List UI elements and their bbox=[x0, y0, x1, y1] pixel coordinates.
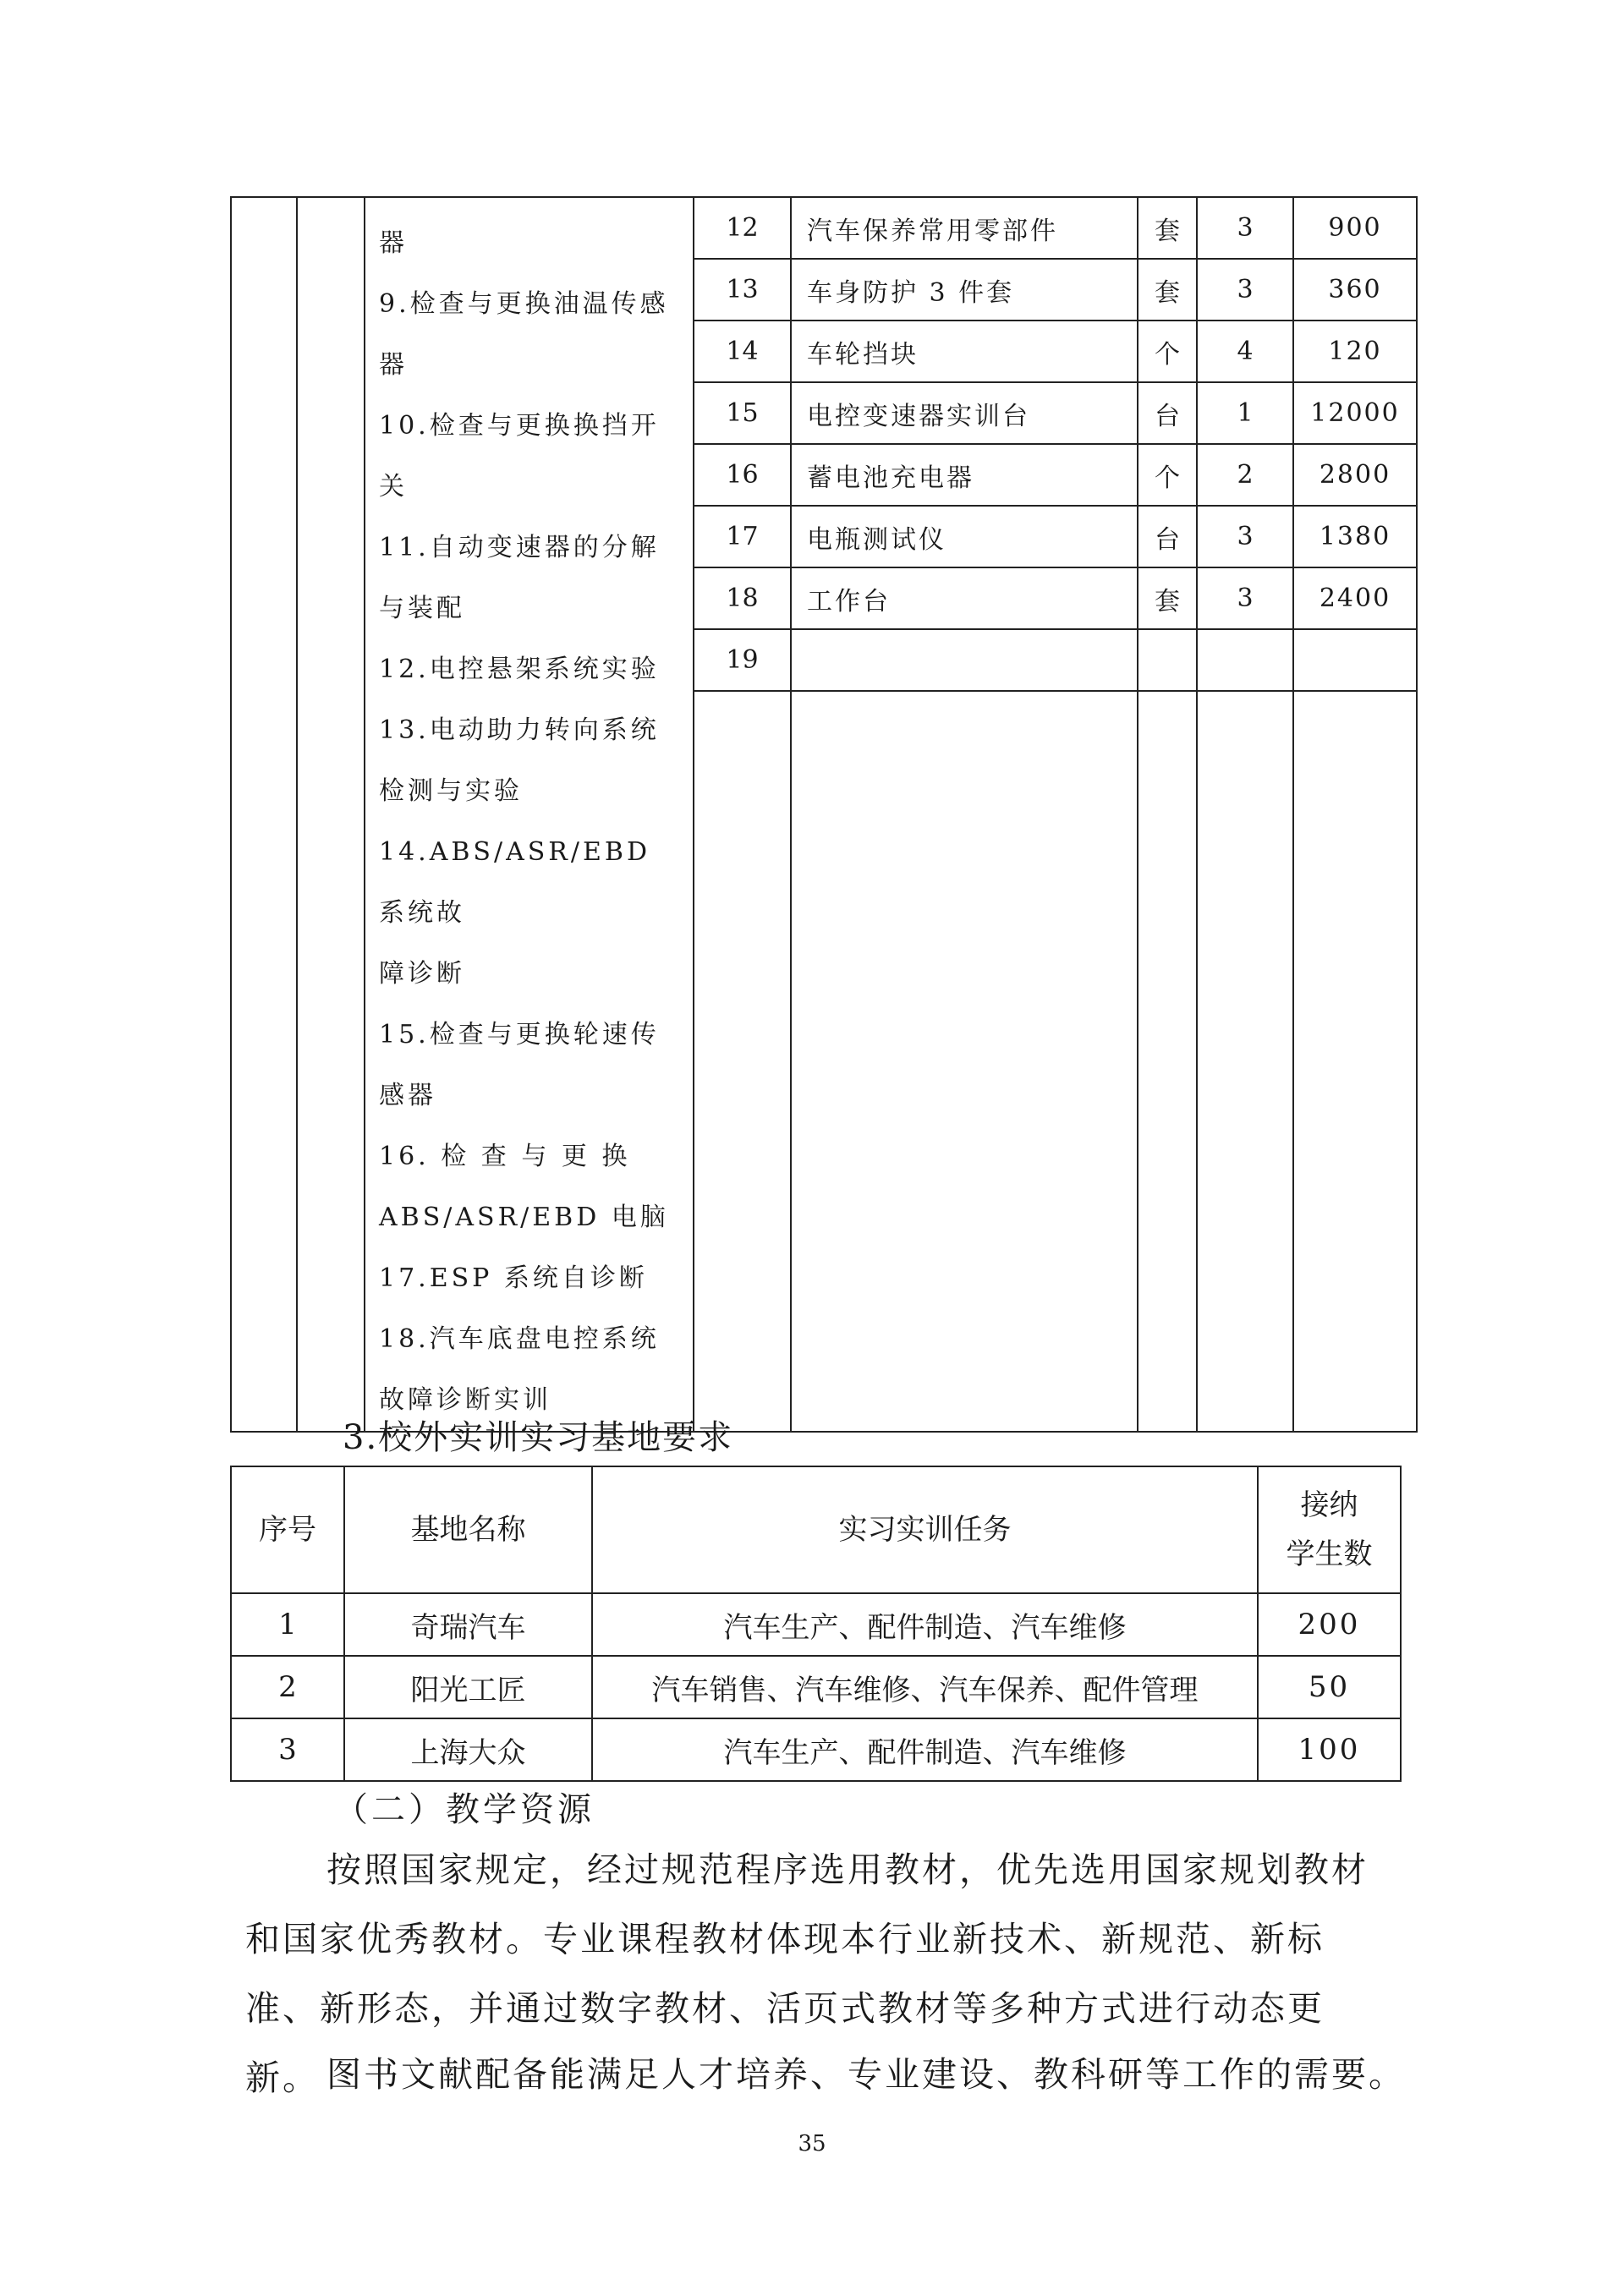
empty-cell bbox=[1293, 691, 1417, 1432]
equipment-name: 汽车保养常用零部件 bbox=[791, 197, 1138, 259]
table-row bbox=[231, 197, 1417, 259]
training-item: 器 bbox=[379, 228, 408, 258]
equipment-name bbox=[791, 629, 1138, 691]
empty-cell bbox=[1138, 691, 1197, 1432]
training-items-cell bbox=[365, 197, 694, 1432]
training-item: 10.检查与更换换挡开 bbox=[379, 411, 660, 441]
training-item: 器 bbox=[379, 350, 408, 380]
equipment-unit: 个 bbox=[1138, 444, 1197, 506]
header-capacity-line2: 学生数 bbox=[1286, 1537, 1373, 1571]
training-item: 感器 bbox=[379, 1081, 436, 1110]
equipment-name: 车身防护 3 件套 bbox=[791, 259, 1138, 321]
equipment-qty: 2 bbox=[1197, 444, 1293, 506]
base-task: 汽车销售、汽车维修、汽车保养、配件管理 bbox=[592, 1656, 1258, 1718]
training-item: 15.检查与更换轮速传 bbox=[379, 1020, 660, 1049]
empty-cell bbox=[1197, 691, 1293, 1432]
base-no: 2 bbox=[231, 1656, 344, 1718]
training-item: 检测与实验 bbox=[379, 776, 523, 806]
training-item: 16. 检 查 与 更 换 bbox=[379, 1142, 631, 1171]
equipment-qty: 3 bbox=[1197, 259, 1293, 321]
equipment-no: 17 bbox=[694, 506, 791, 567]
equipment-table bbox=[230, 196, 1418, 1433]
equipment-price: 360 bbox=[1293, 259, 1417, 321]
base-task: 汽车生产、配件制造、汽车维修 bbox=[592, 1593, 1258, 1656]
equipment-name: 车轮挡块 bbox=[791, 321, 1138, 382]
subsection-heading: （二）教学资源 bbox=[334, 1790, 595, 1829]
page-number: 35 bbox=[798, 2131, 826, 2156]
equipment-qty: 1 bbox=[1197, 382, 1293, 444]
training-base-table bbox=[230, 1466, 1402, 1782]
equipment-unit: 个 bbox=[1138, 321, 1197, 382]
merged-module-cell bbox=[297, 197, 365, 1432]
equipment-no: 15 bbox=[694, 382, 791, 444]
equipment-no: 14 bbox=[694, 321, 791, 382]
equipment-name: 电控变速器实训台 bbox=[791, 382, 1138, 444]
base-no: 3 bbox=[231, 1718, 344, 1781]
base-capacity: 100 bbox=[1258, 1718, 1401, 1781]
equipment-qty: 3 bbox=[1197, 197, 1293, 259]
base-no: 1 bbox=[231, 1593, 344, 1656]
equipment-qty: 4 bbox=[1197, 321, 1293, 382]
equipment-no: 12 bbox=[694, 197, 791, 259]
header-capacity bbox=[1258, 1466, 1401, 1593]
equipment-name: 工作台 bbox=[791, 567, 1138, 629]
equipment-no: 19 bbox=[694, 629, 791, 691]
training-item: 与装配 bbox=[379, 594, 465, 623]
header-capacity-line1: 接纳 bbox=[1300, 1488, 1358, 1522]
training-item: 9.检查与更换油温传感 bbox=[379, 289, 669, 319]
equipment-qty: 3 bbox=[1197, 567, 1293, 629]
training-item: 13.电动助力转向系统 bbox=[379, 715, 660, 745]
equipment-qty bbox=[1197, 629, 1293, 691]
base-task: 汽车生产、配件制造、汽车维修 bbox=[592, 1718, 1258, 1781]
table-header-row bbox=[231, 1466, 1401, 1593]
section-heading: 3.校外实训实习基地要求 bbox=[343, 1418, 734, 1457]
body-paragraph: 按照国家规定，经过规范程序选用教材，优先选用国家规划教材和国家优秀教材。专业课程教材体现本行业新技术、新规范、新标准、新形态，并通过数字教材、活页式教材等多种方式进行动态更新。 bbox=[245, 1849, 1369, 2098]
header-no: 序号 bbox=[231, 1466, 344, 1593]
base-capacity: 200 bbox=[1258, 1593, 1401, 1656]
equipment-price: 2800 bbox=[1293, 444, 1417, 506]
base-capacity: 50 bbox=[1258, 1656, 1401, 1718]
equipment-price: 1380 bbox=[1293, 506, 1417, 567]
equipment-price: 900 bbox=[1293, 197, 1417, 259]
training-item: 障诊断 bbox=[379, 959, 465, 989]
equipment-name: 电瓶测试仪 bbox=[791, 506, 1138, 567]
equipment-price: 2400 bbox=[1293, 567, 1417, 629]
equipment-unit bbox=[1138, 629, 1197, 691]
equipment-no: 13 bbox=[694, 259, 791, 321]
training-item: 故障诊断实训 bbox=[379, 1385, 551, 1415]
training-item: 17.ESP 系统自诊断 bbox=[379, 1263, 648, 1293]
equipment-price bbox=[1293, 629, 1417, 691]
equipment-price: 12000 bbox=[1293, 382, 1417, 444]
training-item: 12.电控悬架系统实验 bbox=[379, 655, 660, 684]
equipment-unit: 套 bbox=[1138, 197, 1197, 259]
base-name: 阳光工匠 bbox=[344, 1656, 592, 1718]
merged-category-cell bbox=[231, 197, 297, 1432]
table-row bbox=[231, 1593, 1401, 1656]
table-row bbox=[231, 1718, 1401, 1781]
equipment-no: 16 bbox=[694, 444, 791, 506]
equipment-price: 120 bbox=[1293, 321, 1417, 382]
training-item: 14.ABS/ASR/EBD 系统故 bbox=[379, 837, 650, 928]
equipment-qty: 3 bbox=[1197, 506, 1293, 567]
base-name: 奇瑞汽车 bbox=[344, 1593, 592, 1656]
training-item: ABS/ASR/EBD 电脑 bbox=[379, 1203, 669, 1232]
equipment-unit: 套 bbox=[1138, 259, 1197, 321]
training-item: 关 bbox=[379, 472, 408, 501]
equipment-no: 18 bbox=[694, 567, 791, 629]
base-name: 上海大众 bbox=[344, 1718, 592, 1781]
training-item: 18.汽车底盘电控系统 bbox=[379, 1324, 660, 1354]
body-paragraph: 图书文献配备能满足人才培养、专业建设、教科研等工作的需要。 bbox=[326, 2054, 1406, 2095]
header-name: 基地名称 bbox=[344, 1466, 592, 1593]
empty-cell bbox=[791, 691, 1138, 1432]
equipment-unit: 台 bbox=[1138, 382, 1197, 444]
header-task: 实习实训任务 bbox=[592, 1466, 1258, 1593]
empty-cell bbox=[694, 691, 791, 1432]
equipment-name: 蓄电池充电器 bbox=[791, 444, 1138, 506]
equipment-unit: 套 bbox=[1138, 567, 1197, 629]
equipment-unit: 台 bbox=[1138, 506, 1197, 567]
training-item: 11.自动变速器的分解 bbox=[379, 533, 660, 562]
table-row bbox=[231, 1656, 1401, 1718]
